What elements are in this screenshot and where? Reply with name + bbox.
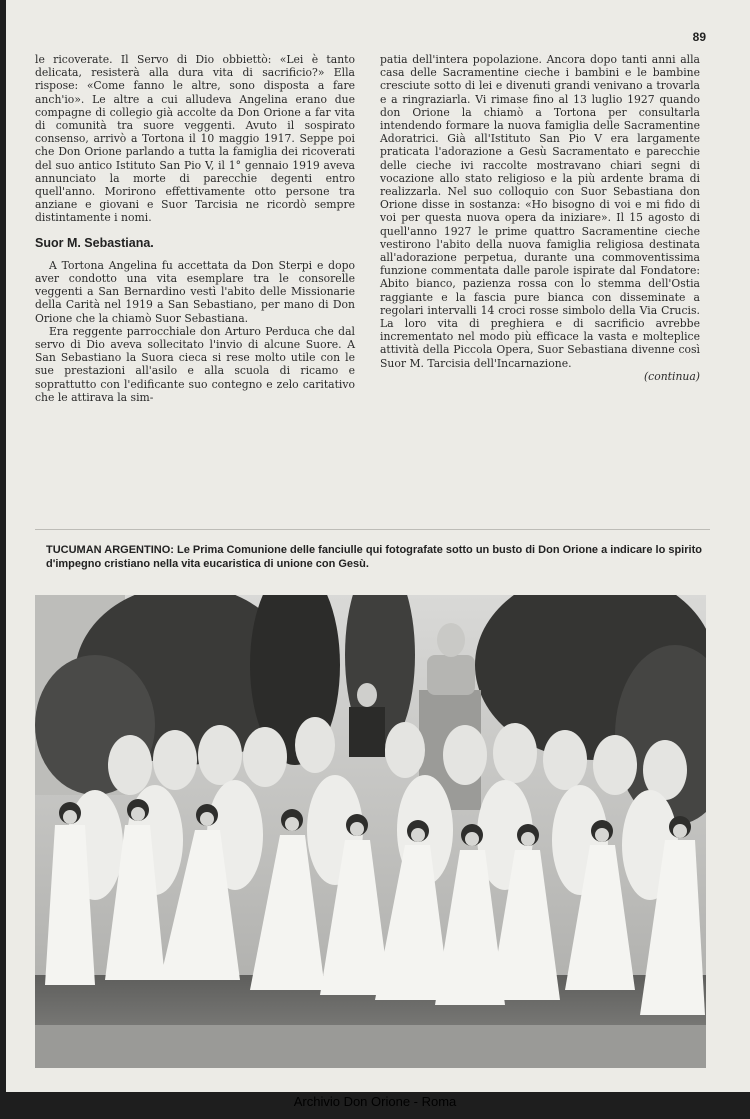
left-text-column xyxy=(35,53,355,404)
right-paragraph-1: patia dell'intera popolazione. Ancora dopo tanti anni alla casa delle Sacramentine cieche i bambini e le bambine cresciute sotto di lei e divenuti grandi venivano a trovarla e a ringraziarla. Vi rimase fino al 13 luglio 1927 quando don Orione la chiamò a Tortona per consultarla intendendo formare la nuova famiglia delle Sacramentine Adoratrici. Già all'Istituto San Pio V era largamente praticata l'adorazione a Gesù Sacramentato e parecchie delle cieche ivi raccolte mostravano chiari segni di vocazione allo stato religioso e la più ardente brama di realizzarla. Nel suo colloquio con Suor Sebastiana don Orione disse in sostanza: «Ho bisogno di voi e mi fido di voi per questa nuova opera da iniziare». Il 15 agosto di quell'anno 1927 le prime quattro Sacramentine cieche vestirono l'abito della nuova famiglia religiosa destinata all'adorazione perpetua, durante una commoventissima funzione commentata dalle parole ispirate dal Fondatore: Abito bianco, pazienza rossa con lo stemma dell'Ostia raggiante e la fascia pure bianca con disseminate a regolari intervalli 14 croci rosse simbolo della Via Crucis. La loro vita di preghiera e di sacrificio avrebbe incrementato nel modo più efficace la vasta e molteplice attività della Piccola Opera, Suor Sebastiana divenne così Suor M. Tarcisia dell'Incarnazione. xyxy=(380,53,700,370)
photo-caption: TUCUMAN ARGENTINO: Le Prima Comunione delle fanciulle qui fotografate sotto un busto di Don Orione a indicare lo spirito d'impegno cristiano nella vita eucaristica di unione con Gesù. xyxy=(46,544,702,570)
archive-footer: Archivio Don Orione - Roma xyxy=(293,1094,457,1109)
magazine-page xyxy=(6,0,750,1092)
continua-label: (continua) xyxy=(643,369,700,383)
right-text-column xyxy=(380,53,700,383)
left-paragraph-1: le ricoverate. Il Servo di Dio obbiettò: «Lei è tanto delicata, resisterà alla dura vita di sacrificio?» Ella rispose: «Come fanno le altre, sono disposta a fare anch'io». Le altre a cui alludeva Angelina erano due compagne di collegio già accolte da Don Orione a far vita di comunità tra suore veggenti. Avuto il sospirato consenso, arrivò a Tortona il 10 maggio 1917. Seppe poi che Don Orione parlando a tutta la famiglia dei ricoverati del suo antico Istituto San Pio V, il 1° gennaio 1919 aveva annunciato la morte di parecchie degenti entro quell'anno. Morirono effettivamente otto persone tra anziane e giovani e Suor Tarcisia ne ricordò sempre distintamente i nomi. xyxy=(35,53,355,225)
photo-illustration xyxy=(35,595,706,1068)
left-paragraph-2: A Tortona Angelina fu accettata da Don Sterpi e dopo aver condotto una vita esemplare tra le consorelle veggenti a San Bernardino vestì l'abito delle Missionarie della Carità nel 1919 a San Sebastiano, per mano di Don Orione che la chiamò Suor Sebastiana. xyxy=(35,258,355,325)
section-heading: Suor M. Sebastiana. xyxy=(35,235,154,250)
communion-group-photo xyxy=(35,595,706,1068)
divider-line xyxy=(35,529,710,530)
page-number: 89 xyxy=(692,30,706,44)
left-paragraph-3: Era reggente parrocchiale don Arturo Perduca che dal servo di Dio aveva sollecitato l'invio di alcune Suore. A San Sebastiano la Suora cieca si rese molto utile con le sue prestazioni all'asilo e alla scuola di ricamo e soprattutto con l'edificante suo contegno e zelo caritativo che le attirava la sim- xyxy=(35,324,355,404)
